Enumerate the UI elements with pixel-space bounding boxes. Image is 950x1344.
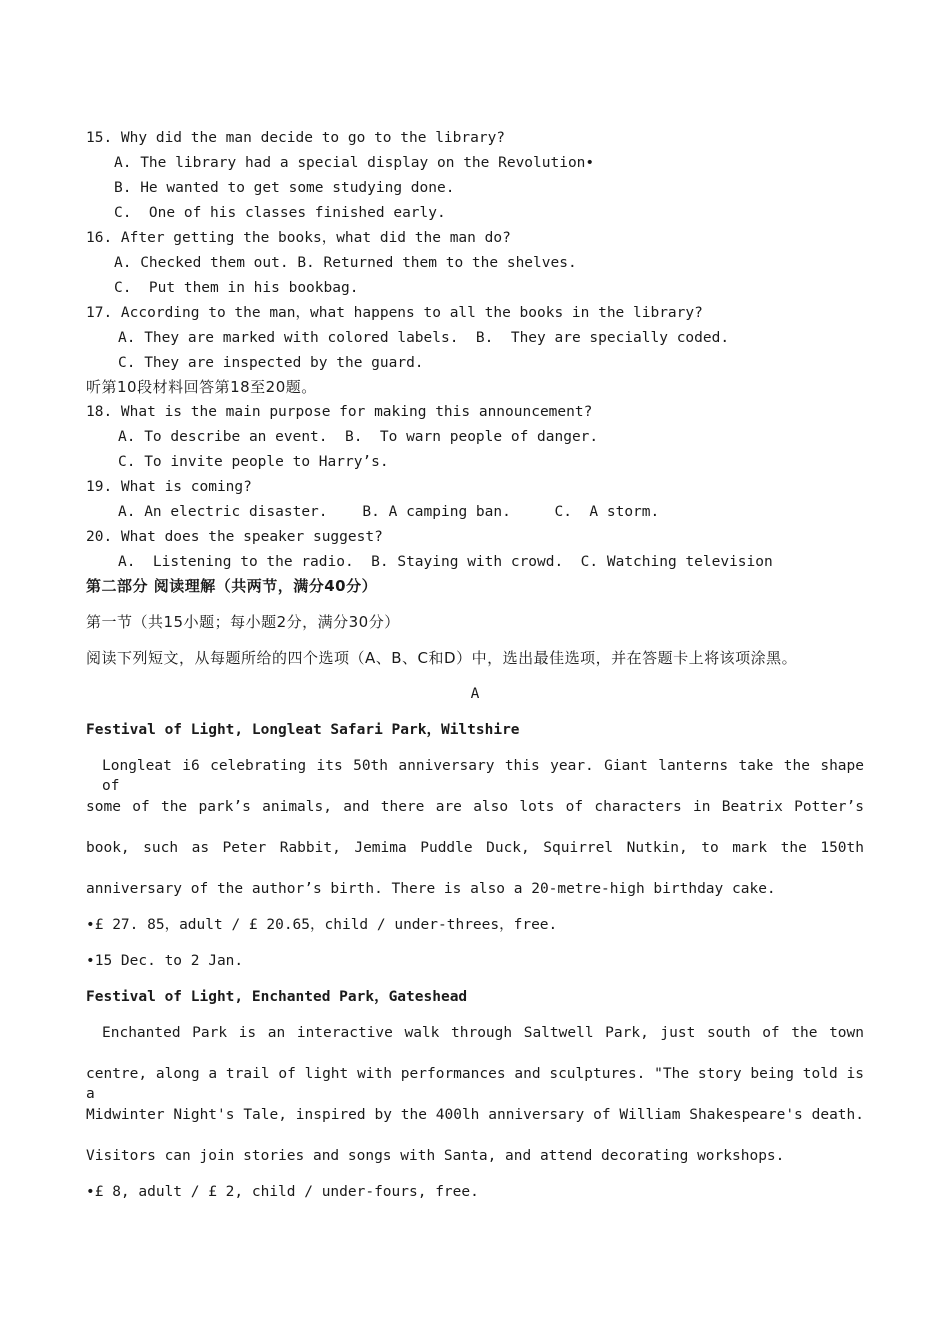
festival1-line-3: book, such as Peter Rabbit, Jemima Puddle Duck, Squirrel Nutkin, to mark the 150th <box>86 840 864 856</box>
option-20abc: A. Listening to the radio. B. Staying with crowd. C. Watching television <box>118 554 773 570</box>
option-18ab: A. To describe an event. B. To warn people of danger. <box>118 429 599 445</box>
option-15c: C. One of his classes finished early. <box>114 205 446 221</box>
festival1-line-2: some of the park’s animals, and there are also lots of characters in Beatrix Potter’s <box>86 799 864 815</box>
festival2-line-1: Enchanted Park is an interactive walk through Saltwell Park, just south of the town <box>102 1025 864 1041</box>
passage-label: A <box>470 686 480 702</box>
question-18: 18. What is the main purpose for making this announcement? <box>86 404 593 420</box>
listening-section-note: 听第10段材料回答第18至20题。 <box>86 378 317 396</box>
festival1-line-1: Longleat i6 celebrating its 50th anniversary this year. Giant lanterns take the shape of <box>102 758 864 794</box>
question-17: 17. According to the man，what happens to all the books in the library? <box>86 305 703 321</box>
festival2-line-3: Midwinter Night's Tale, inspired by the 400lh anniversary of William Shakespeare's death. <box>86 1107 864 1123</box>
question-19: 19. What is coming? <box>86 479 252 495</box>
option-15a: A. The library had a special display on the Revolution• <box>114 155 595 171</box>
part2-instruction: 阅读下列短文，从每题所给的四个选项（A、B、C和D）中，选出最佳选项，并在答题卡上将该项涂黑。 <box>86 649 798 667</box>
festival2-title: Festival of Light, Enchanted Park，Gateshead <box>86 989 468 1005</box>
option-16ab: A. Checked them out. B. Returned them to the shelves. <box>114 255 577 271</box>
question-16: 16. After getting the books，what did the man do? <box>86 230 511 246</box>
festival1-line-4: anniversary of the author’s birth. There is also a 20-metre-high birthday cake. <box>86 881 776 897</box>
festival2-line-2: centre, along a trail of light with performances and sculptures. "The story being told is a <box>86 1066 864 1102</box>
festival1-title: Festival of Light, Longleat Safari Park，Wiltshire <box>86 722 520 738</box>
festival2-price: •£ 8, adult / £ 2, child / under-fours, free. <box>86 1184 479 1200</box>
option-19abc: A. An electric disaster. B. A camping ban. C. A storm. <box>118 504 660 520</box>
option-16c: C. Put them in his bookbag. <box>114 280 359 296</box>
option-18c: C. To invite people to Harry’s. <box>118 454 389 470</box>
festival1-dates: •15 Dec. to 2 Jan. <box>86 953 244 969</box>
part2-heading: 第二部分 阅读理解（共两节，满分40分） <box>86 577 378 595</box>
option-17c: C. They are inspected by the guard. <box>118 355 424 371</box>
festival2-line-4: Visitors can join stories and songs with Santa, and attend decorating workshops. <box>86 1148 785 1164</box>
part2-section1: 第一节（共15小题；每小题2分，满分30分） <box>86 613 400 631</box>
question-20: 20. What does the speaker suggest? <box>86 529 383 545</box>
question-15: 15. Why did the man decide to go to the library? <box>86 130 506 146</box>
festival1-price: •£ 27. 85，adult / £ 20.65，child / under-threes，free. <box>86 917 558 933</box>
option-15b: B. He wanted to get some studying done. <box>114 180 455 196</box>
option-17ab: A. They are marked with colored labels. B. They are specially coded. <box>118 330 730 346</box>
